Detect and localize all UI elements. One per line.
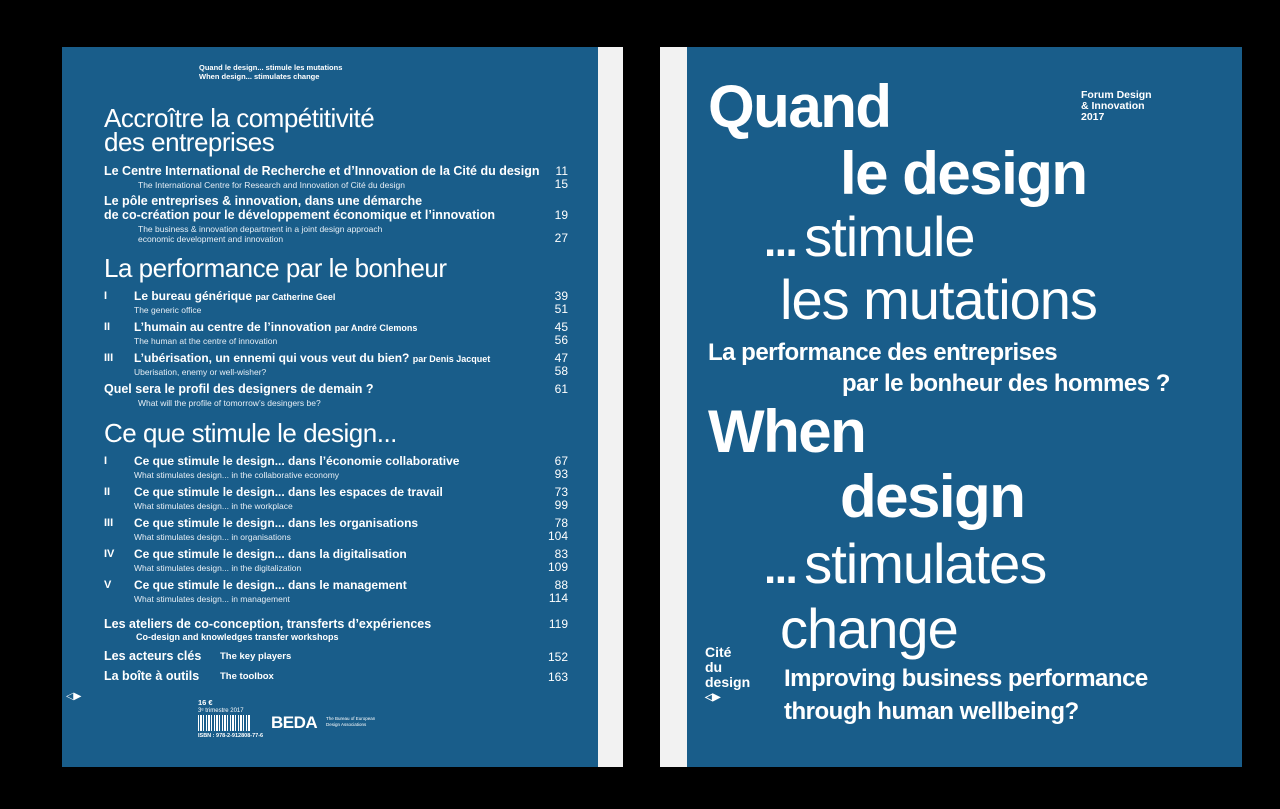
- publication-quarter: 3ᵉ trimestre 2017: [198, 708, 244, 714]
- page-number: 67: [554, 454, 568, 468]
- beda-subtitle: The Bureau of European Design Associations: [326, 716, 376, 727]
- title-fr-line1: Quand: [708, 73, 891, 140]
- title-en-line2: design: [840, 463, 1025, 530]
- barcode-icon: [198, 715, 250, 731]
- toc-item-subtitle: What stimulates design... in management: [134, 594, 290, 604]
- toc-item-subtitle: What stimulates design... in the workplace: [134, 501, 293, 511]
- page-number: 109: [547, 560, 568, 574]
- tagline-fr: Quand le design... stimule les mutations: [199, 63, 343, 72]
- title-en-line3: ... stimulates: [764, 532, 1047, 595]
- toc-item-subtitle: Uberisation, enemy or well-wisher?: [134, 367, 267, 377]
- title-en-line1: When: [708, 398, 866, 465]
- page-number: 114: [548, 591, 568, 605]
- page-number: 99: [554, 498, 568, 512]
- toc-item-subtitle: economic development and innovation: [138, 234, 284, 244]
- roman-numeral: I: [104, 290, 108, 302]
- toc-item-title: de co-création pour le développement économique et l’innovation: [104, 208, 496, 222]
- toc-question-title: Quel sera le profil des designers de demain ?: [104, 382, 374, 396]
- section-heading-3: Ce que stimule le design...: [104, 418, 397, 448]
- page-number: 19: [554, 208, 568, 222]
- tagline-en: When design... stimulates change: [199, 72, 320, 81]
- page-number: 56: [554, 333, 568, 347]
- cite-du-design-logo: Cité du design ◁▶: [705, 644, 751, 703]
- toc-item-title: L’humain au centre de l’innovation par André Clemons: [134, 320, 418, 334]
- roman-numeral: III: [104, 517, 114, 529]
- question-en-line1: Improving business performance: [784, 665, 1148, 692]
- front-cover: [660, 47, 1242, 767]
- page-number: 15: [554, 177, 568, 191]
- back-cover: [62, 47, 623, 767]
- page-number: 83: [554, 547, 568, 561]
- roman-numeral: IV: [104, 548, 115, 560]
- page-number: 104: [547, 529, 568, 543]
- toc-item-subtitle: What stimulates design... in the digitalization: [134, 563, 302, 573]
- price: 16 €: [198, 698, 213, 707]
- roman-numeral: II: [104, 321, 111, 333]
- title-fr-line4: les mutations: [780, 268, 1097, 331]
- toc-item-title: Ce que stimule le design... dans les espaces de travail: [134, 485, 443, 499]
- page-number: 93: [554, 467, 568, 481]
- page-number: 73: [554, 485, 568, 499]
- page-number: 152: [547, 650, 568, 664]
- toc-item-subtitle: The key players: [220, 651, 292, 662]
- section-heading-2: La performance par le bonheur: [104, 253, 447, 283]
- toc-item-title: Ce que stimule le design... dans les organisations: [134, 516, 419, 530]
- toc-item-title: Ce que stimule le design... dans l’économie collaborative: [134, 454, 460, 468]
- page-number: 27: [554, 231, 568, 245]
- toc-item-title: Ce que stimule le design... dans le management: [134, 578, 407, 592]
- page-number: 11: [555, 164, 568, 178]
- front-spine-strip: [660, 47, 687, 767]
- page-number: 39: [554, 289, 568, 303]
- toc-question-subtitle: What will the profile of tomorrow’s desingers be?: [138, 398, 321, 408]
- page-number: 88: [554, 578, 568, 592]
- page-number: 78: [554, 516, 568, 530]
- back-spine-strip: [598, 47, 623, 767]
- question-fr-line1: La performance des entreprises: [708, 339, 1058, 366]
- page-number: 45: [554, 320, 568, 334]
- section-heading-1a: Accroître la compétitivité: [104, 103, 375, 133]
- page-number: 58: [554, 364, 568, 378]
- isbn: ISBN : 978-2-912808-77-6: [198, 733, 264, 739]
- beda-logo: BEDA: [271, 713, 318, 732]
- toc-item-title: Les acteurs clés: [104, 649, 202, 663]
- toc-item-subtitle: The business & innovation department in a joint design approach: [138, 224, 383, 234]
- toc-item-title: Le Centre International de Recherche et d’Innovation de la Cité du design: [104, 164, 540, 178]
- page-number: 163: [547, 670, 568, 684]
- page-number: 61: [554, 382, 568, 396]
- cite-arrow-logo-icon: ◁▶: [66, 691, 82, 702]
- toc-item-title: Le bureau générique par Catherine Geel: [134, 289, 336, 303]
- title-fr-line3: ... stimule: [764, 205, 975, 268]
- toc-item-title: L’ubérisation, un ennemi qui vous veut du bien? par Denis Jacquet: [134, 351, 491, 365]
- toc-item-title: Ce que stimule le design... dans la digitalisation: [134, 547, 407, 561]
- toc-item-subtitle: What stimulates design... in organisations: [134, 532, 291, 542]
- toc-item-subtitle: The toolbox: [220, 671, 274, 682]
- title-en-line4: change: [780, 597, 958, 660]
- toc-item-subtitle: The generic office: [134, 305, 202, 315]
- question-fr-line2: par le bonheur des hommes ?: [842, 370, 1170, 397]
- toc-item-title: La boîte à outils: [104, 669, 200, 683]
- page-number: 47: [554, 351, 568, 365]
- toc-item-title: Les ateliers de co-conception, transferts d’expériences: [104, 617, 432, 631]
- toc-item-subtitle: The International Centre for Research and Innovation of Cité du design: [138, 180, 405, 190]
- section-heading-1b: des entreprises: [104, 127, 275, 157]
- roman-numeral: V: [104, 579, 112, 591]
- roman-numeral: I: [104, 455, 108, 467]
- roman-numeral: II: [104, 486, 111, 498]
- toc-item-subtitle: Co-design and knowledges transfer workshops: [136, 632, 339, 642]
- toc-item-subtitle: What stimulates design... in the collaborative economy: [134, 470, 340, 480]
- title-fr-line2: le design: [840, 140, 1087, 207]
- roman-numeral: III: [104, 352, 114, 364]
- toc-item-title: Le pôle entreprises & innovation, dans une démarche: [104, 194, 423, 208]
- toc-item-subtitle: The human at the centre of innovation: [134, 336, 278, 346]
- forum-label: Forum Design & Innovation 2017: [1081, 89, 1152, 123]
- page-number: 119: [548, 617, 568, 631]
- cite-arrow-logo-icon: ◁▶: [705, 692, 721, 703]
- question-en-line2: through human wellbeing?: [784, 698, 1079, 725]
- page-number: 51: [554, 302, 568, 316]
